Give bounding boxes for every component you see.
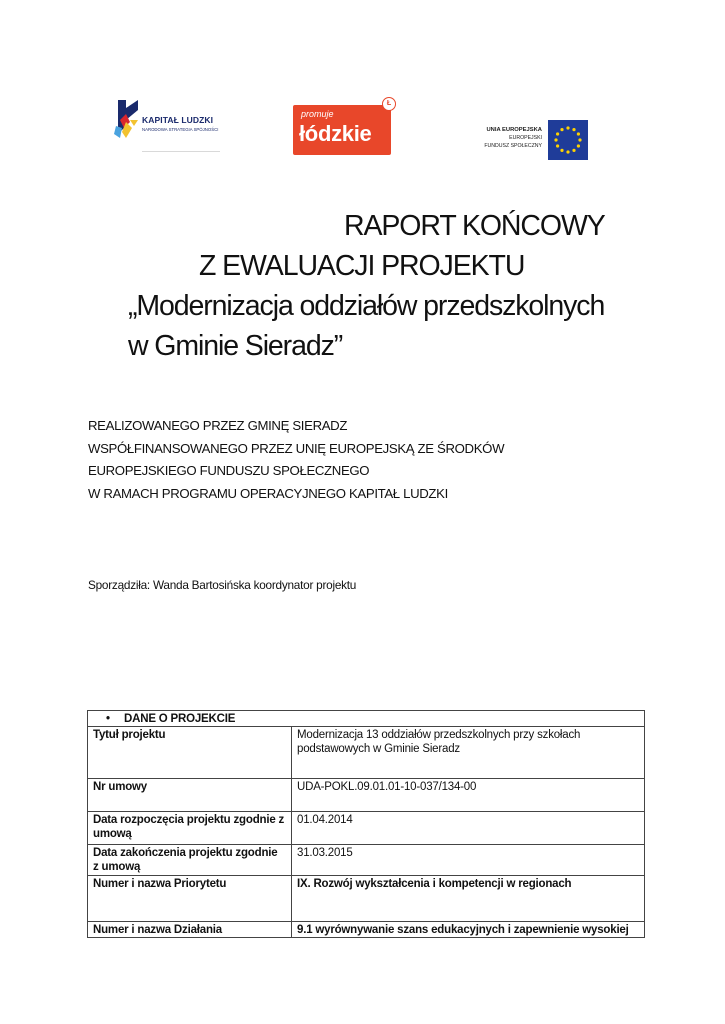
row-label: Nr umowy	[88, 779, 292, 812]
table-header-row	[88, 711, 645, 727]
lodzkie-logo-small-text: promuje	[301, 109, 334, 119]
eu-logo-text	[484, 126, 542, 150]
author-line: Sporządziła: Wanda Bartosińska koordynator projektu	[88, 578, 357, 592]
bullet-icon: •	[106, 713, 110, 725]
report-title-line1: RAPORT KOŃCOWY	[344, 210, 605, 242]
subtitle-line: REALIZOWANEGO PRZEZ GMINĘ SIERADZ	[88, 418, 348, 433]
row-value-line: Modernizacja 13 oddziałów przedszkolnych przy szkołach	[297, 729, 581, 741]
row-label-line: umową	[93, 828, 132, 840]
row-label: Numer i nazwa Priorytetu	[88, 876, 292, 922]
kapital-ludzki-logo	[112, 98, 222, 156]
table-row	[88, 779, 645, 812]
eu-logo-line3: FUNDUSZ SPOŁECZNY	[484, 143, 542, 149]
kapital-ludzki-title: KAPITAŁ LUDZKI	[142, 115, 214, 125]
row-label-line: Data zakończenia projektu zgodnie	[93, 847, 278, 859]
row-label-line: z umową	[93, 861, 141, 873]
report-title-line2: Z EWALUACJI PROJEKTU	[199, 250, 525, 282]
table-row	[88, 876, 645, 922]
kapital-ludzki-subtitle: NARODOWA STRATEGIA SPÓJNOŚCI	[142, 127, 219, 132]
row-label	[88, 812, 292, 845]
eu-logo	[478, 120, 590, 160]
subtitle-line: EUROPEJSKIEGO FUNDUSZU SPOŁECZNEGO	[88, 463, 370, 478]
row-value: 01.04.2014	[292, 812, 645, 845]
table-header-cell	[88, 711, 645, 727]
eu-logo-line2: EUROPEJSKI	[509, 135, 542, 141]
row-value: IX. Rozwój wykształcenia i kompetencji w regionach	[292, 876, 645, 922]
subtitle-line: W RAMACH PROGRAMU OPERACYJNEGO KAPITAŁ LUDZKI	[88, 486, 448, 501]
row-value-line: podstawowych w Gminie Sieradz	[297, 743, 460, 755]
lodzkie-logo-box	[293, 105, 391, 155]
lodzkie-mark-icon: Ł	[382, 97, 396, 111]
report-title-line4: w Gminie Sieradz”	[128, 330, 343, 362]
kapital-ludzki-emblem-icon	[112, 98, 142, 148]
table-header-text: DANE O PROJEKCIE	[124, 713, 236, 725]
row-value: 31.03.2015	[292, 845, 645, 876]
row-value	[292, 727, 645, 779]
table-row	[88, 922, 645, 938]
lodzkie-logo-big-text: łódzkie	[299, 121, 372, 146]
lodzkie-logo	[293, 100, 393, 156]
eu-flag-icon	[548, 120, 588, 160]
table-row	[88, 845, 645, 876]
subtitle-line: WSPÓŁFINANSOWANEGO PRZEZ UNIĘ EUROPEJSKĄ ZE ŚRODKÓW	[88, 441, 505, 456]
table-row	[88, 727, 645, 779]
row-label: Tytuł projektu	[88, 727, 292, 779]
row-label	[88, 845, 292, 876]
row-label-line: Data rozpoczęcia projektu zgodnie z	[93, 814, 285, 826]
kapital-ludzki-divider	[142, 151, 220, 152]
row-value: UDA-POKL.09.01.01-10-037/134-00	[292, 779, 645, 812]
report-title-line3: „Modernizacja oddziałów przedszkolnych	[128, 290, 605, 322]
eu-logo-line1: UNIA EUROPEJSKA	[486, 127, 542, 133]
table-row	[88, 812, 645, 845]
project-data-table	[87, 710, 645, 938]
row-value: 9.1 wyrównywanie szans edukacyjnych i zapewnienie wysokiej	[292, 922, 645, 938]
logo-bar	[0, 0, 725, 170]
row-label: Numer i nazwa Działania	[88, 922, 292, 938]
